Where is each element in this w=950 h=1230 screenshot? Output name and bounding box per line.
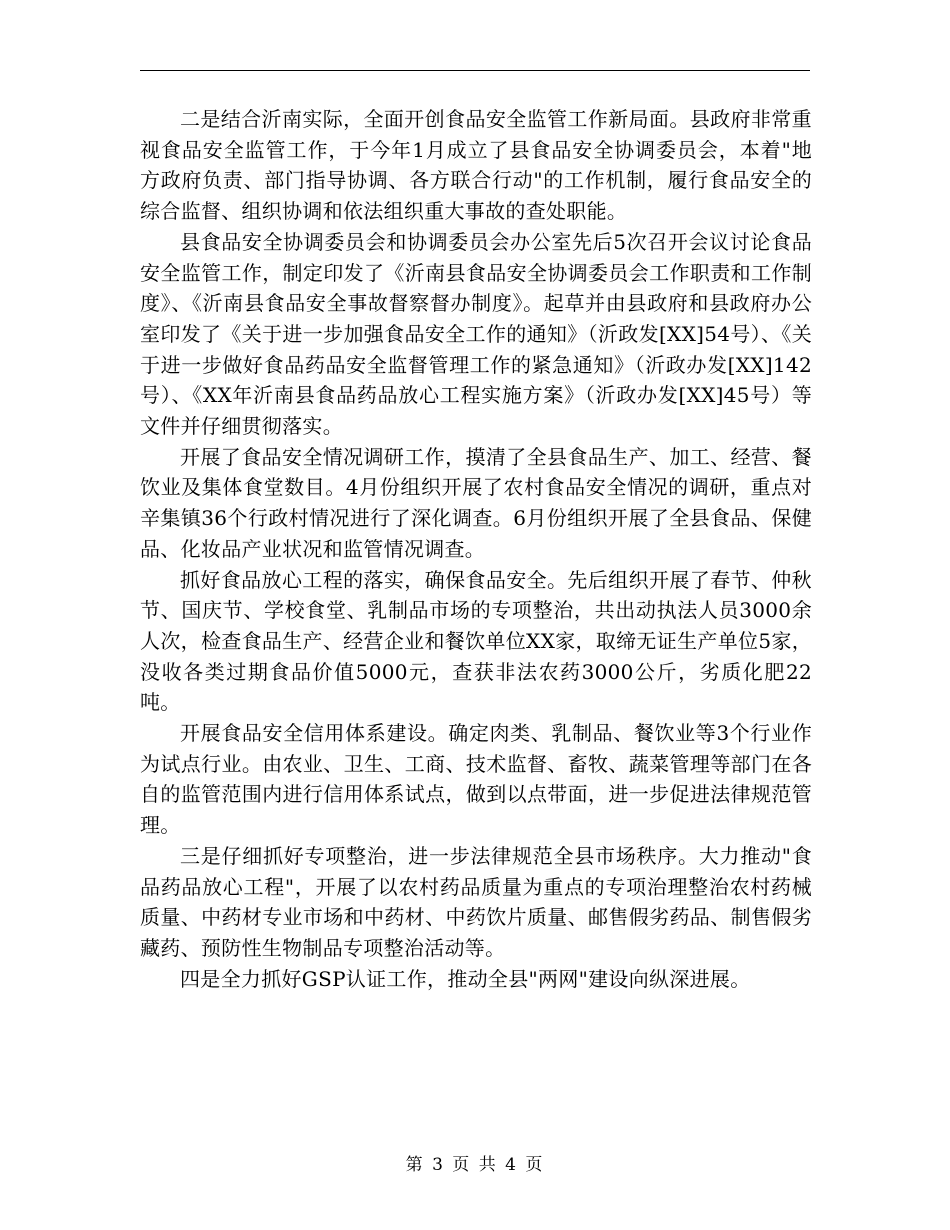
paragraph: 三是仔细抓好专项整治，进一步法律规范全县市场秩序。大力推动"食品药品放心工程"，开展了以农村药品质量为重点的专项治理整治农村药械质量、中药材专业市场和中药材、中药饮片质量、邮售假劣药品、制售假劣藏药、预防性生物制品专项整治活动等。 — [140, 843, 812, 960]
paragraph: 开展了食品安全情况调研工作，摸清了全县食品生产、加工、经营、餐饮业及集体食堂数目。4月份组织开展了农村食品安全情况的调研，重点对辛集镇36个行政村情况进行了深化调查。6月份组织开展了全县食品、保健品、化妆品产业状况和监管情况调查。 — [140, 444, 812, 561]
paragraph: 开展食品安全信用体系建设。确定肉类、乳制品、餐饮业等3个行业作为试点行业。由农业、卫生、工商、技术监督、畜牧、蔬菜管理等部门在各自的监管范围内进行信用体系试点，做到以点带面，进一步促进法律规范管理。 — [140, 721, 812, 838]
paragraph: 抓好食品放心工程的落实，确保食品安全。先后组织开展了春节、仲秋节、国庆节、学校食堂、乳制品市场的专项整治，共出动执法人员3000余人次，检查食品生产、经营企业和餐饮单位XX家，取缔无证生产单位5家，没收各类过期食品价值5000元，查获非法农药3000公斤，劣质化肥22吨。 — [140, 567, 812, 715]
document-body — [140, 104, 812, 994]
page-number-footer: 第 3 页 共 4 页 — [405, 1155, 545, 1175]
paragraph: 县食品安全协调委员会和协调委员会办公室先后5次召开会议讨论食品安全监管工作，制定印发了《沂南县食品安全协调委员会工作职责和工作制度》、《沂南县食品安全事故督察督办制度》。起草并由县政府和县政府办公室印发了《关于进一步加强食品安全工作的通知》（沂政发[XX]54号）、《关于进一步做好食品药品安全监督管理工作的紧急通知》（沂政办发[XX]142号）、《XX年沂南县食品药品放心工程实施方案》（沂政办发[XX]45号）等文件并仔细贯彻落实。 — [140, 229, 812, 439]
paragraph: 二是结合沂南实际，全面开创食品安全监管工作新局面。县政府非常重视食品安全监管工作，于今年1月成立了县食品安全协调委员会，本着"地方政府负责、部门指导协调、各方联合行动"的工作机制，履行食品安全的综合监督、组织协调和依法组织重大事故的查处职能。 — [140, 107, 812, 224]
paragraph: 四是全力抓好GSP认证工作，推动全县"两网"建设向纵深进展。 — [180, 966, 751, 991]
header-rule — [140, 70, 810, 71]
